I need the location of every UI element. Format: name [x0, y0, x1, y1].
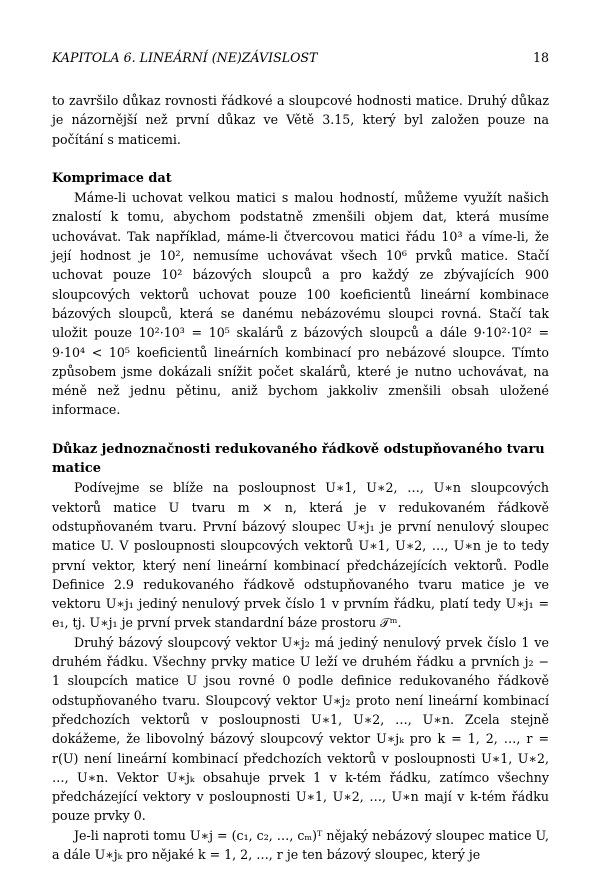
- page-body: [52, 91, 549, 864]
- proof-paragraph-3: Je-li naproti tomu U∗j = (c₁, c₂, …, cₘ)ᵀ nějaký nebázový sloupec matice U, a dále U∗jₖ pro nějaké k = 1, 2, …, r je ten bázový sloupec, který je: [52, 827, 549, 862]
- chapter-title: KAPITOLA 6. LINEÁRNÍ (NE)ZÁVISLOST: [52, 50, 318, 65]
- proof-paragraph-1: Podívejme se blíže na posloupnost U∗1, U∗2, …, U∗n sloupcových vektorů matice U tvaru m × n, která je v redukovaném řádkově odstupňovaném tvaru. První bázový sloupec U∗j₁ je první nenulový sloupec matice U. V posloupnosti sloupcových vektorů U∗1, U∗2, …, U∗n je to tedy první vektor, který není lineární kombinací předcházejících vektorů. Podle Definice 2.9 redukovaného řádkově odstupňovaného tvaru matice je ve vektoru U∗j₁ jediný nenulový prvek číslo 1 v prvním řádku, platí tedy U∗j₁ = e₁, tj. U∗j₁ je první prvek standardní báze prostoru 𝒯ᵐ.: [52, 480, 549, 631]
- section-heading-compression: Komprimace dat: [52, 170, 172, 186]
- proof-paragraph-2: Druhý bázový sloupcový vektor U∗j₂ má jediný nenulový prvek číslo 1 ve druhém řádku. Všechny prvky matice U leží ve druhém řádku a prvních j₂ − 1 sloupcích matice U jsou rovné 0 podle definice redukovaného řádkově odstupňovaného tvaru. Sloupcový vektor U∗j₂ proto není lineární kombinací předchozích vektorů v posloupnosti U∗1, U∗2, …, U∗n. Zcela stejně dokážeme, že libovolný bázový sloupcový vektor U∗jₖ pro k = 1, 2, …, r = r(U) není lineární kombinací předchozích vektorů v posloupnosti U∗1, U∗2, …, U∗n. Vektor U∗jₖ obsahuje prvek 1 v k-tém řádku, zatímco všechny předcházející vektory v posloupnosti U∗1, U∗2, …, U∗n mají v k-tém řádku pouze prvky 0.: [52, 634, 549, 824]
- compression-paragraph: Máme-li uchovat velkou matici s malou hodností, můžeme využít našich znalostí k tomu, abychom podstatně zmenšili objem dat, která musíme uchovávat. Tak například, máme-li čtvercovou matici řádu 10³ a víme-li, že její hodnost je 10², nemusíme uchovávat všech 10⁶ prvků matice. Stačí uchovat pouze 10² bázových sloupců a pro každý ze zbývajících 900 sloupcových vektorů uchovat pouze 100 koeficientů lineární kombinace bázových sloupců, která se danému nebázovému sloupci rovná. Stačí tak uložit pouze 10²·10³ = 10⁵ skalárů z bázových sloupců a dále 9·10²·10² = 9·10⁴ < 10⁵ koeficientů lineárních kombinací pro nebázové sloupce. Tímto způsobem jsme dokázali snížit počet skalárů, které je nutno uchovávat, na méně než jednu pětinu, aniž bychom jakkoliv zmenšili obsah uložené informace.: [52, 190, 549, 418]
- page-number: 18: [532, 50, 549, 65]
- section-heading-proof: Důkaz jednoznačnosti redukovaného řádkově odstupňovaného tvaru matice: [52, 441, 545, 477]
- intro-paragraph: to završilo důkaz rovnosti řádkové a sloupcové hodnosti matice. Druhý důkaz je názornější než první důkaz ve Větě 3.15, který byl založen pouze na počítání s maticemi.: [52, 93, 549, 147]
